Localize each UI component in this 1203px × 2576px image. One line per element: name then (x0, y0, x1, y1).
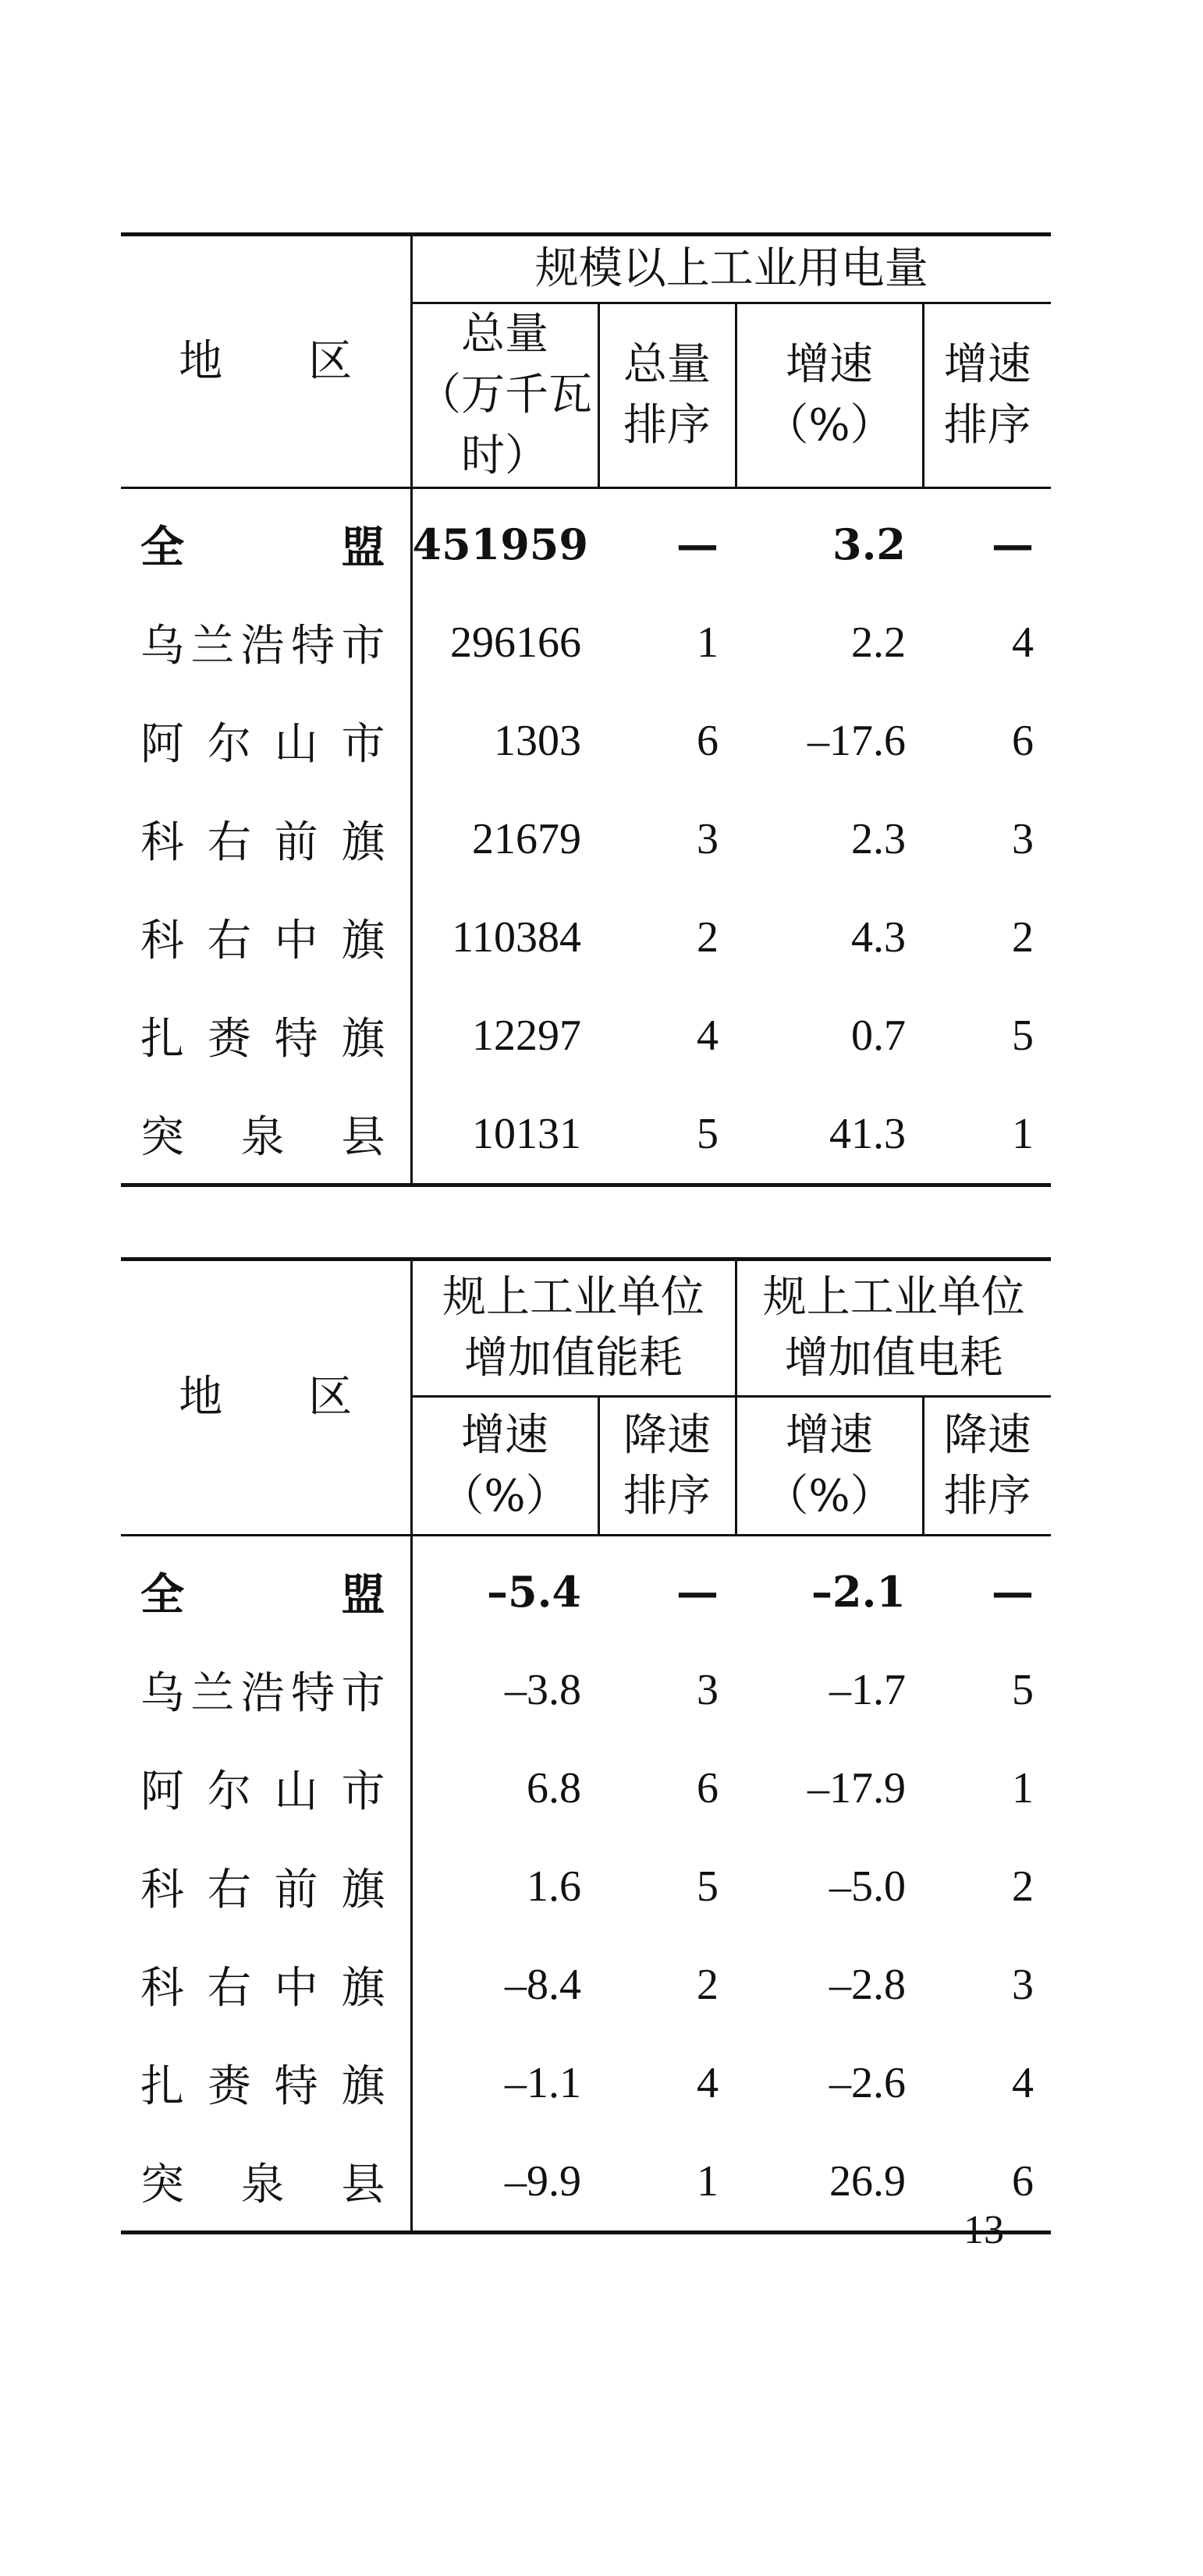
cell-growth: 4.3 (851, 913, 906, 962)
cell-electricity-rank: 1 (1012, 1764, 1034, 1812)
table-row (121, 1739, 1051, 1837)
unit-consumption-table (121, 1257, 1051, 2234)
region-name: 科右中旗 (140, 1963, 387, 2014)
electricity-consumption-table (121, 232, 1051, 1187)
cell-electricity-growth: –5.0 (829, 1862, 906, 1911)
col-header-energy-rank: 降速 排序 (598, 1397, 736, 1536)
table-row (121, 2034, 1051, 2132)
cell-electricity-rank: — (992, 1567, 1034, 1617)
cell-energy-rank: 4 (697, 2059, 719, 2107)
cell-growth: 2.3 (851, 815, 906, 863)
region-name: 科右中旗 (140, 916, 387, 966)
cell-energy-growth: –9.9 (411, 2132, 598, 2233)
table-row (121, 2132, 1051, 2233)
cell-energy-growth: –1.1 (411, 2034, 598, 2132)
cell-total: 1303 (411, 692, 598, 790)
table-row (121, 488, 1051, 594)
cell-energy-rank: 6 (697, 1764, 719, 1812)
cell-total: 110384 (411, 888, 598, 987)
area-column-header: 地 区 (121, 235, 411, 488)
col-header-electricity-growth: 增速 （%） (736, 1397, 923, 1536)
cell-energy-growth: 6.8 (411, 1739, 598, 1837)
cell-energy-rank: 3 (697, 1666, 719, 1714)
cell-growth: –17.6 (807, 717, 906, 765)
region-name: 乌兰浩特市 (140, 1668, 387, 1719)
region-name: 阿尔山市 (140, 719, 387, 770)
cell-energy-growth: –3.8 (411, 1641, 598, 1739)
cell-electricity-growth: –1.7 (829, 1666, 906, 1714)
cell-energy-rank: 1 (697, 2157, 719, 2206)
cell-total: 10131 (411, 1085, 598, 1185)
table-row (121, 1837, 1051, 1936)
cell-total-rank: 1 (697, 618, 719, 667)
cell-growth: 0.7 (851, 1012, 906, 1060)
cell-energy-growth: –8.4 (411, 1936, 598, 2034)
region-name: 科右前旗 (140, 817, 387, 868)
col-header-growth-rank: 增速 排序 (923, 303, 1051, 488)
group-header-electricity: 规上工业单位 增加值电耗 (736, 1260, 1051, 1397)
cell-energy-rank: — (676, 1567, 719, 1617)
group-header-electricity: 规模以上工业用电量 (411, 235, 1051, 303)
cell-electricity-rank: 2 (1012, 1862, 1034, 1911)
cell-energy-growth: 1.6 (411, 1837, 598, 1936)
cell-growth-rank: 2 (1012, 913, 1034, 962)
cell-growth-rank: — (992, 519, 1034, 569)
cell-total-rank: 2 (697, 913, 719, 962)
cell-total-rank: 6 (697, 717, 719, 765)
table-row (121, 888, 1051, 987)
group-header-energy: 规上工业单位 增加值能耗 (411, 1260, 736, 1397)
table-row (121, 1536, 1051, 1642)
cell-electricity-growth: –17.9 (807, 1764, 906, 1812)
cell-energy-rank: 2 (697, 1961, 719, 2009)
cell-growth-rank: 1 (1012, 1110, 1034, 1158)
cell-total-rank: 3 (697, 815, 719, 863)
region-name: 突泉县 (140, 1112, 387, 1163)
area-column-header: 地 区 (121, 1260, 411, 1536)
cell-energy-growth: –5.4 (411, 1536, 598, 1642)
cell-energy-rank: 5 (697, 1862, 719, 1911)
table-row (121, 1085, 1051, 1185)
col-header-total-rank: 总量 排序 (598, 303, 736, 488)
cell-total: 296166 (411, 594, 598, 692)
col-header-total: 总量 （万千瓦时） (411, 303, 598, 488)
cell-total: 21679 (411, 790, 598, 888)
cell-electricity-rank: 5 (1012, 1666, 1034, 1714)
region-name: 扎赉特旗 (140, 2061, 387, 2112)
region-name: 乌兰浩特市 (140, 621, 387, 671)
cell-electricity-rank: 4 (1012, 2059, 1034, 2107)
cell-electricity-growth: –2.8 (829, 1961, 906, 2009)
cell-electricity-rank: 6 (1012, 2157, 1034, 2206)
col-header-electricity-rank: 降速 排序 (923, 1397, 1051, 1536)
table-row (121, 790, 1051, 888)
region-name: 扎赉特旗 (140, 1014, 387, 1065)
page-number: 13 (963, 2208, 1004, 2252)
region-name: 科右前旗 (140, 1865, 387, 1915)
cell-growth-rank: 3 (1012, 815, 1034, 863)
cell-total-rank: 5 (697, 1110, 719, 1158)
region-name: 全盟 (140, 1569, 387, 1621)
table-row (121, 1936, 1051, 2034)
region-name: 突泉县 (140, 2160, 387, 2210)
cell-growth-rank: 4 (1012, 618, 1034, 667)
table-row (121, 1641, 1051, 1739)
cell-total-rank: — (676, 519, 719, 569)
cell-electricity-growth: 26.9 (829, 2157, 906, 2206)
cell-total-rank: 4 (697, 1012, 719, 1060)
table-row (121, 987, 1051, 1085)
cell-total: 12297 (411, 987, 598, 1085)
cell-electricity-rank: 3 (1012, 1961, 1034, 2009)
cell-electricity-growth: –2.6 (829, 2059, 906, 2107)
cell-growth: 41.3 (829, 1110, 906, 1158)
col-header-energy-growth: 增速 （%） (411, 1397, 598, 1536)
region-name: 阿尔山市 (140, 1766, 387, 1817)
region-name: 全盟 (140, 522, 387, 573)
cell-growth-rank: 6 (1012, 717, 1034, 765)
col-header-growth: 增速 （%） (736, 303, 923, 488)
cell-total: 451959 (411, 488, 598, 594)
table-row (121, 692, 1051, 790)
cell-growth: 3.2 (832, 519, 906, 569)
cell-electricity-growth: –2.1 (811, 1567, 906, 1617)
table-row (121, 594, 1051, 692)
cell-growth: 2.2 (851, 618, 906, 667)
cell-growth-rank: 5 (1012, 1012, 1034, 1060)
